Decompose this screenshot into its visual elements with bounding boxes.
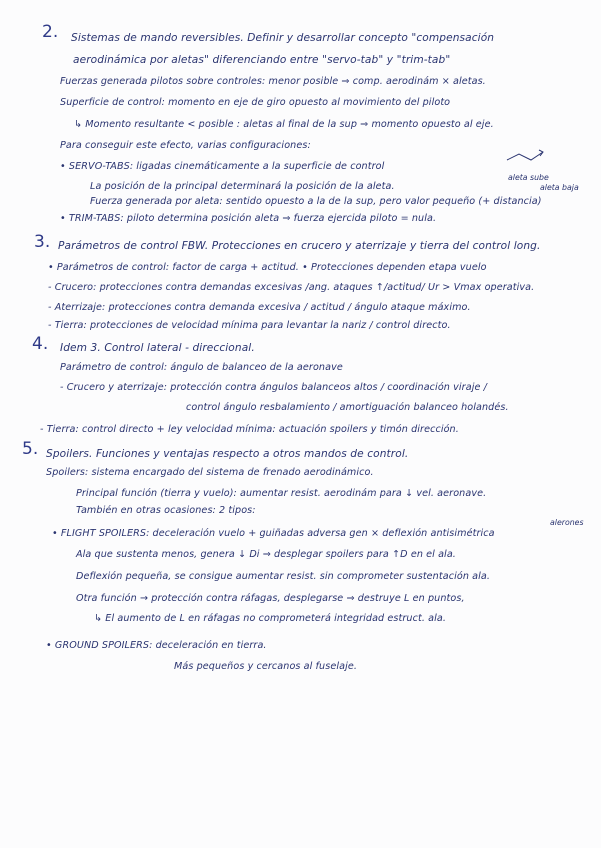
note-line: - Crucero y aterrizaje: protección contra ángulos balanceos altos / coordinación viraje / — [60, 382, 487, 393]
side-note: alerones — [550, 518, 584, 527]
note-line: Más pequeños y cercanos al fuselaje. — [174, 661, 357, 672]
note-line: Para conseguir este efecto, varias configuraciones: — [60, 140, 311, 151]
note-line: - Tierra: control directo + ley velocidad mínima: actuación spoilers y timón dirección. — [40, 424, 459, 435]
note-line: - Aterrizaje: protecciones contra demanda excesiva / actitud / ángulo ataque máximo. — [48, 302, 471, 313]
section-number: 4. — [32, 334, 49, 354]
note-line: • FLIGHT SPOILERS: deceleración vuelo + guiñadas adversa gen × deflexión antisimétrica — [52, 528, 495, 539]
note-line: Otra función → protección contra ráfagas, desplegarse ⇒ destruye L en puntos, — [76, 593, 465, 604]
section-title-line: Spoilers. Funciones y ventajas respecto a otros mandos de control. — [46, 448, 409, 460]
note-line: ↳ Momento resultante < posible : aletas al final de la sup ⇒ momento opuesto al eje. — [74, 119, 494, 130]
note-line: Fuerzas generada pilotos sobre controles: menor posible ⇒ comp. aerodinám × aletas. — [60, 76, 486, 87]
note-line: También en otras ocasiones: 2 tipos: — [76, 505, 256, 516]
note-line: Fuerza generada por aleta: sentido opuesto a la de la sup, pero valor pequeño (+ distancia) — [90, 196, 542, 207]
note-line: Superficie de control: momento en eje de giro opuesto al movimiento del piloto — [60, 97, 451, 108]
note-line: • SERVO-TABS: ligadas cinemáticamente a la superficie de control — [60, 161, 385, 172]
note-line: • TRIM-TABS: piloto determina posición aleta ⇒ fuerza ejercida piloto = nula. — [60, 213, 437, 224]
section-number: 2. — [42, 22, 59, 42]
section-title-line: Parámetros de control FBW. Protecciones en crucero y aterrizaje y tierra del control long. — [58, 240, 541, 252]
note-line: control ángulo resbalamiento / amortiguación balanceo holandés. — [186, 402, 509, 413]
note-line: Principal función (tierra y vuelo): aumentar resist. aerodinám para ↓ vel. aeronave. — [76, 488, 487, 499]
section-title-line: Idem 3. Control lateral - direccional. — [60, 342, 255, 354]
section-title-line: aerodinámica por aletas" diferenciando entre "servo-tab" y "trim-tab" — [73, 54, 451, 66]
note-line: La posición de la principal determinará la posición de la aleta. — [90, 181, 395, 192]
side-note: aleta baja — [540, 183, 579, 192]
section-number: 3. — [34, 232, 51, 252]
section-number: 5. — [22, 439, 39, 459]
section-title-line: Sistemas de mando reversibles. Definir y desarrollar concepto "compensación — [71, 32, 495, 44]
note-line: ↳ El aumento de L en ráfagas no comprometerá integridad estruct. ala. — [94, 613, 446, 624]
tab-sketch-icon — [505, 148, 549, 166]
note-line: Spoilers: sistema encargado del sistema de frenado aerodinámico. — [46, 467, 374, 478]
note-line: • Parámetros de control: factor de carga + actitud. • Protecciones dependen etapa vuelo — [48, 262, 487, 273]
note-line: Parámetro de control: ángulo de balanceo de la aeronave — [60, 362, 343, 373]
note-line: Ala que sustenta menos, genera ↓ Di ⇒ desplegar spoilers para ↑D en el ala. — [76, 549, 456, 560]
side-note: aleta sube — [508, 173, 549, 182]
note-line: • GROUND SPOILERS: deceleración en tierra. — [46, 640, 267, 651]
note-line: - Tierra: protecciones de velocidad mínima para levantar la nariz / control directo. — [48, 320, 451, 331]
note-line: - Crucero: protecciones contra demandas excesivas /ang. ataques ↑/actitud/ Ur > Vmax operativa. — [48, 282, 535, 293]
note-line: Deflexión pequeña, se consigue aumentar resist. sin comprometer sustentación ala. — [76, 571, 491, 582]
